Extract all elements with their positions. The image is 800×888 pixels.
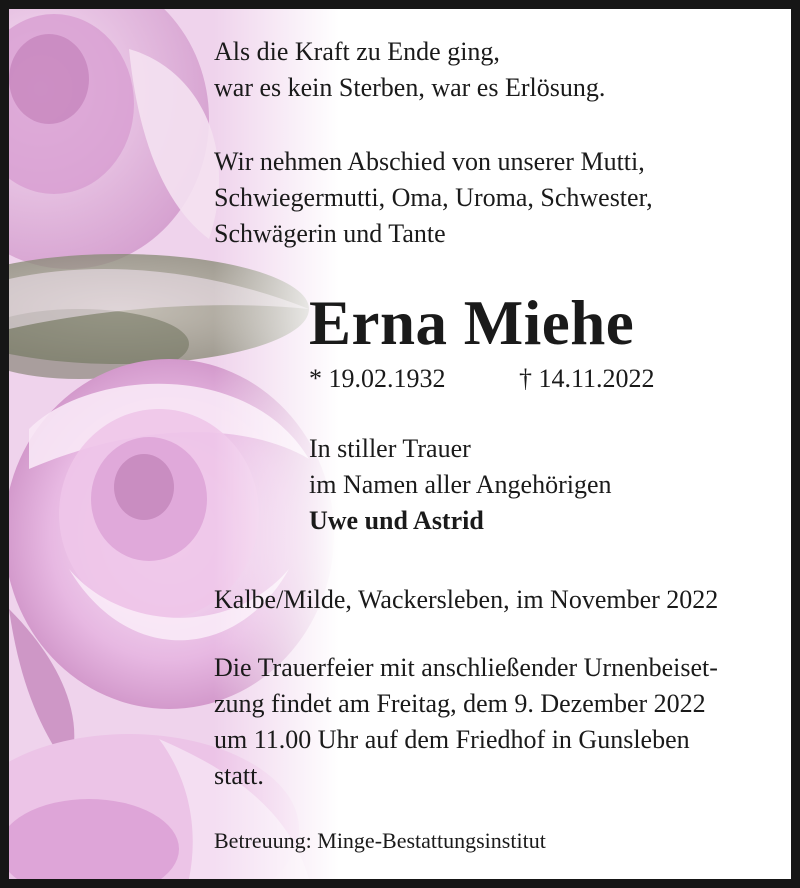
funeral-line: zung findet am Freitag, dem 9. Dezember 2022 xyxy=(214,689,706,718)
intro-line: Schwägerin und Tante xyxy=(214,219,446,248)
intro-line: Wir nehmen Abschied von unserer Mutti, xyxy=(214,147,645,176)
verse-line: Als die Kraft zu Ende ging, xyxy=(214,37,500,66)
mourners-names: Uwe und Astrid xyxy=(309,506,484,535)
funeral-line: um 11.00 Uhr auf dem Friedhof in Gunsleben xyxy=(214,725,690,754)
birth-date: * 19.02.1932 xyxy=(309,364,446,393)
verse xyxy=(214,34,605,106)
funeral-details xyxy=(214,650,718,794)
funeral-home-credit: Betreuung: Minge-Bestattungsinstitut xyxy=(214,828,546,853)
farewell-intro xyxy=(214,144,653,252)
mourners-block xyxy=(309,431,612,539)
place-and-date: Kalbe/Milde, Wackersleben, im November 2022 xyxy=(214,585,719,614)
mourners-line: im Namen aller Angehörigen xyxy=(309,470,612,499)
intro-line: Schwiegermutti, Oma, Uroma, Schwester, xyxy=(214,183,653,212)
deceased-name: Erna Miehe xyxy=(309,288,635,358)
death-date: † 14.11.2022 xyxy=(519,364,655,393)
mourners-line: In stiller Trauer xyxy=(309,434,471,463)
funeral-line: statt. xyxy=(214,761,264,790)
funeral-line: Die Trauerfeier mit anschließender Urnenbeiset- xyxy=(214,653,718,682)
verse-line: war es kein Sterben, war es Erlösung. xyxy=(214,73,606,102)
